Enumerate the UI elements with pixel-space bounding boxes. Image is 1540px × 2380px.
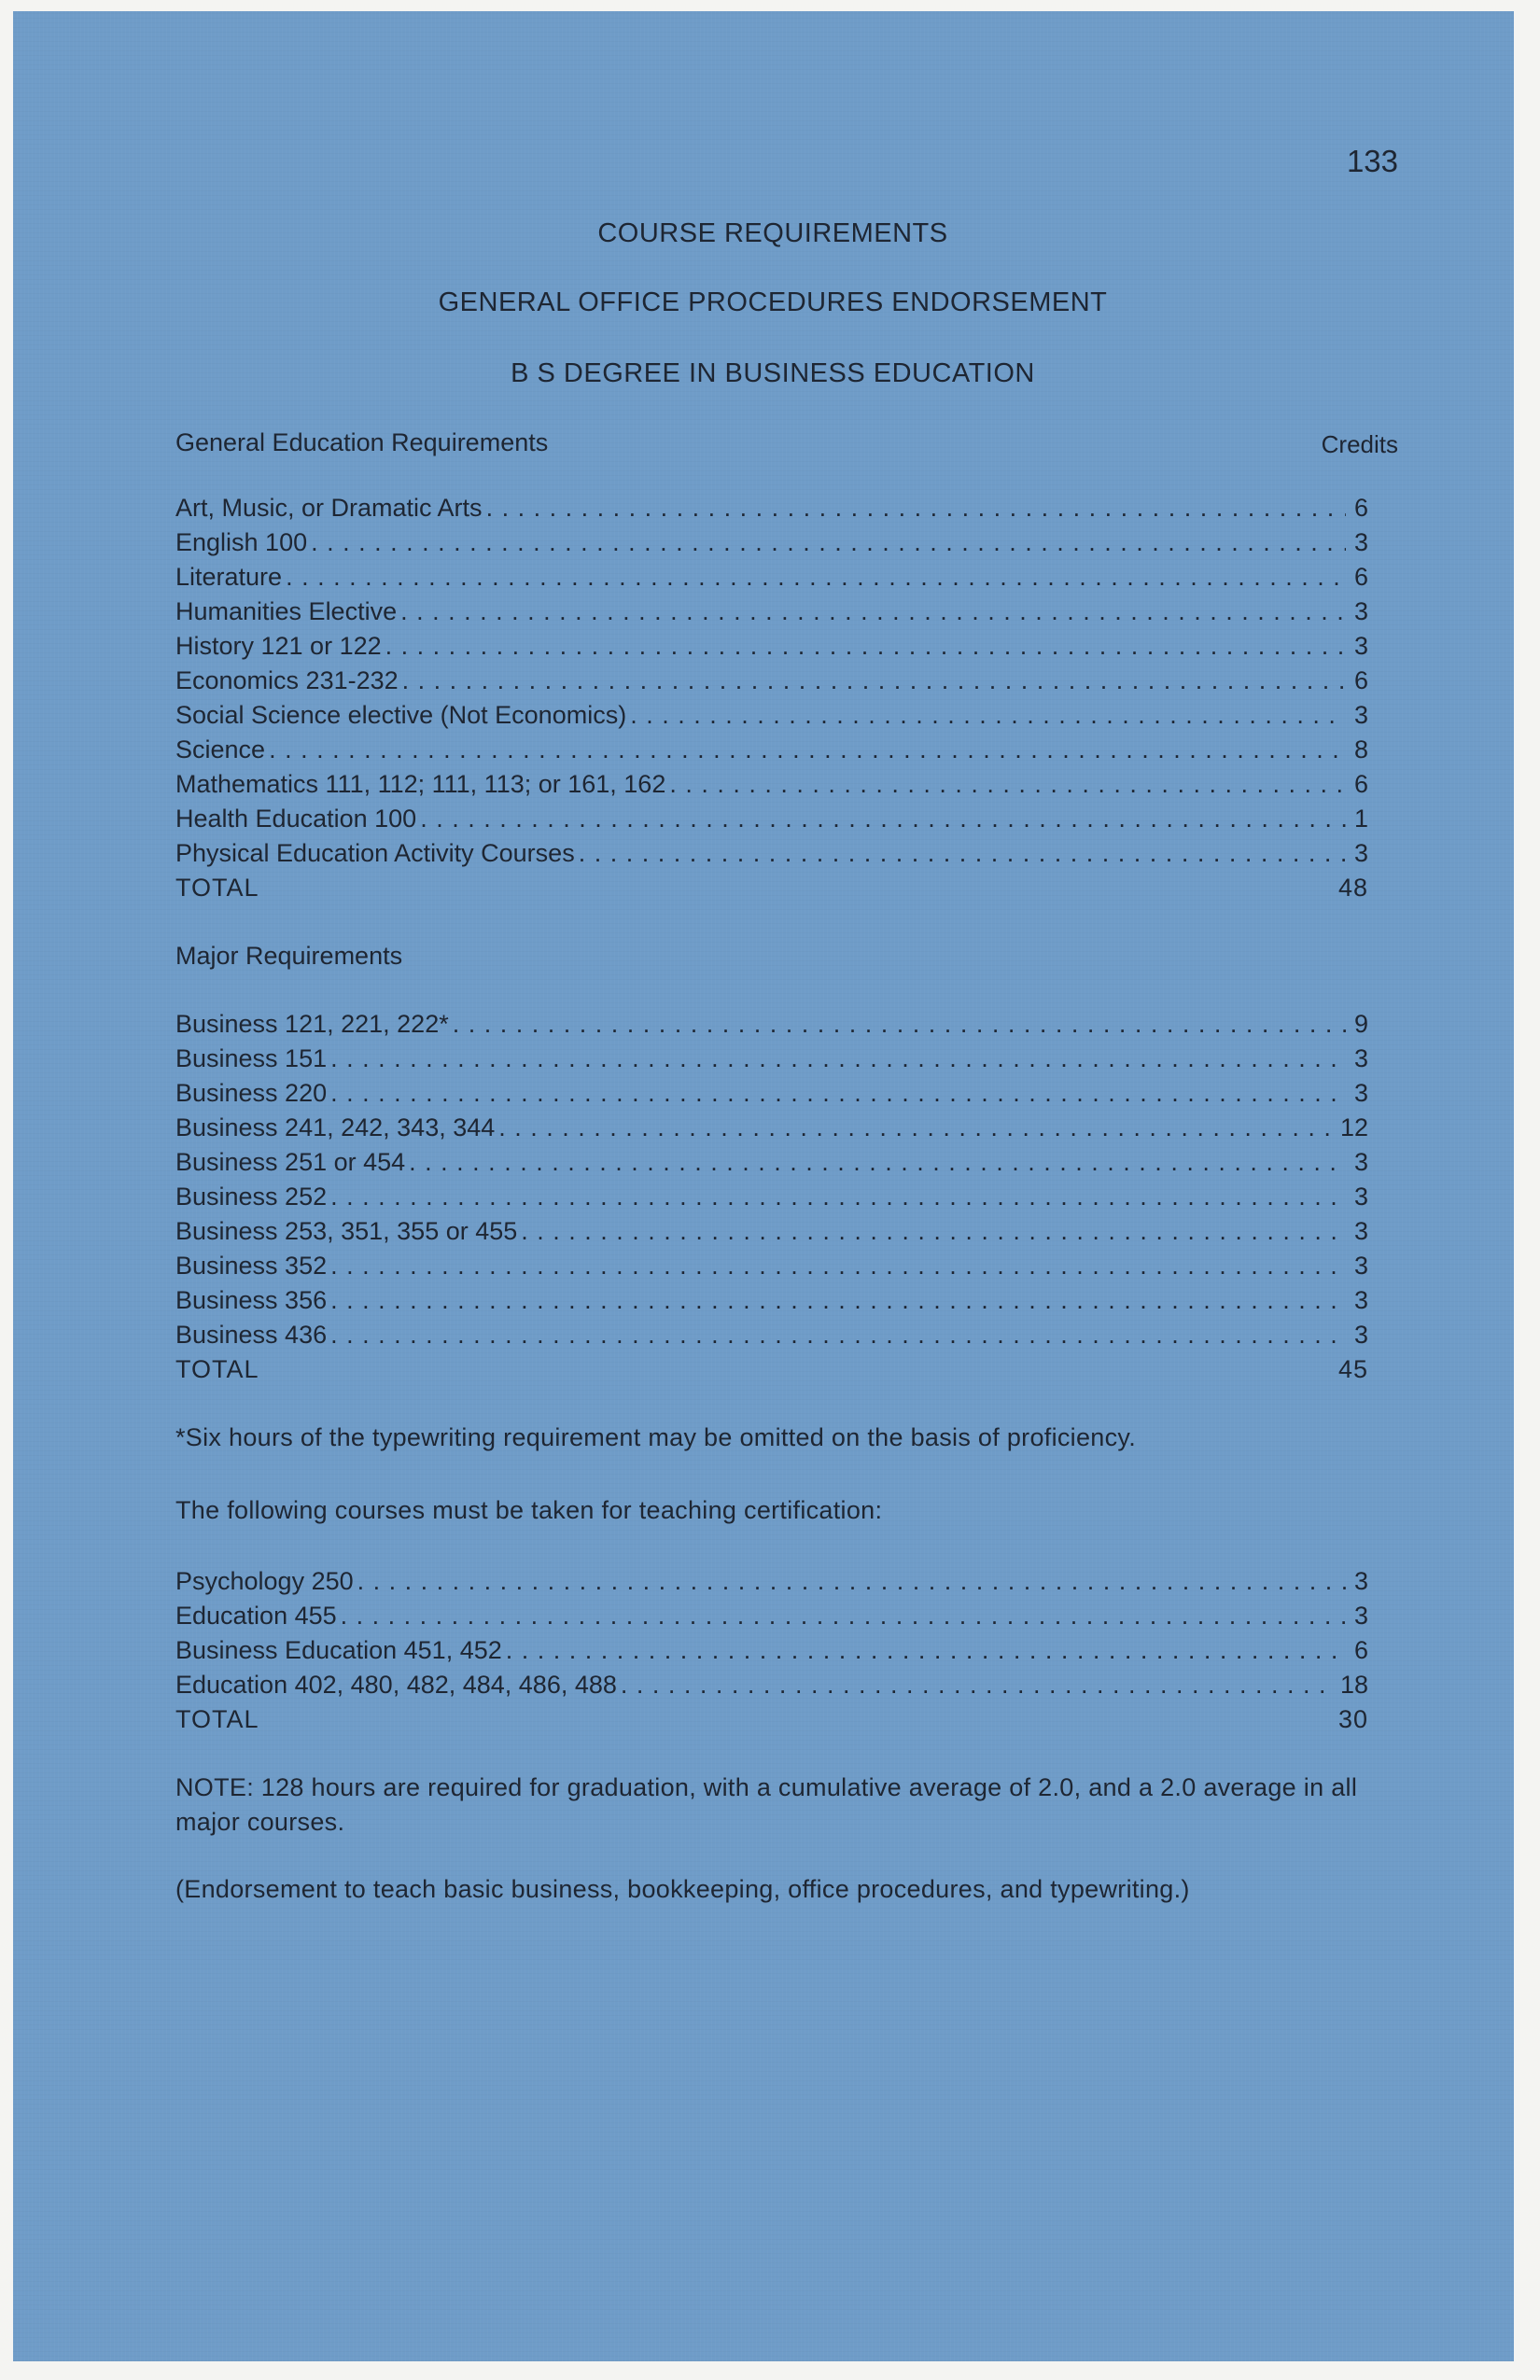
course-name: Social Science elective (Not Economics) <box>175 701 627 729</box>
list-item <box>175 1180 1368 1214</box>
course-name: Mathematics 111, 112; 111, 113; or 161, 162 <box>175 770 666 798</box>
typewriting-footnote: *Six hours of the typewriting requirement may be omitted on the basis of proficiency. <box>175 1423 1136 1451</box>
major-total-row <box>175 1352 1368 1387</box>
course-credits: 3 <box>1353 1079 1368 1107</box>
list-item <box>175 1111 1368 1145</box>
course-credits: 6 <box>1353 666 1368 694</box>
total-value: 45 <box>1337 1355 1368 1383</box>
course-name: Humanities Elective <box>175 597 398 625</box>
heading-course-requirements: COURSE REQUIREMENTS <box>597 218 948 248</box>
general-requirements-list <box>175 491 1368 905</box>
course-name: Physical Education Activity Courses <box>175 839 575 867</box>
course-credits: 3 <box>1353 1044 1368 1072</box>
list-item <box>175 1633 1368 1668</box>
course-name: Science <box>175 735 266 763</box>
list-item <box>175 836 1368 871</box>
endorsement-note: (Endorsement to teach basic business, bookkeeping, office procedures, and typewriting.) <box>175 1875 1190 1903</box>
course-credits: 18 <box>1339 1671 1368 1699</box>
list-item <box>175 1318 1368 1352</box>
list-item <box>175 629 1368 664</box>
list-item <box>175 664 1368 698</box>
course-name: Education 455 <box>175 1602 337 1630</box>
list-item <box>175 1283 1368 1318</box>
total-label: TOTAL <box>175 1705 259 1733</box>
course-name: History 121 or 122 <box>175 632 382 660</box>
course-name: Business 356 <box>175 1286 328 1314</box>
certification-label: The following courses must be taken for teaching certification: <box>175 1496 883 1524</box>
course-credits: 3 <box>1353 1252 1368 1280</box>
course-credits: 3 <box>1353 839 1368 867</box>
course-name: English 100 <box>175 528 308 556</box>
course-name: Business 121, 221, 222* <box>175 1010 449 1038</box>
general-total-row <box>175 871 1368 905</box>
course-name: Literature <box>175 563 283 591</box>
certification-list <box>175 1564 1368 1737</box>
list-item <box>175 491 1368 525</box>
course-name: Business 253, 351, 355 or 455 <box>175 1217 518 1245</box>
total-label: TOTAL <box>175 1355 259 1383</box>
course-name: Business 241, 242, 343, 344 <box>175 1113 496 1141</box>
course-name: Business 220 <box>175 1079 328 1107</box>
document-page <box>13 11 1514 2361</box>
course-credits: 6 <box>1353 563 1368 591</box>
course-credits: 3 <box>1353 1183 1368 1211</box>
list-item <box>175 698 1368 733</box>
list-item <box>175 525 1368 560</box>
list-item <box>175 595 1368 629</box>
course-credits: 3 <box>1353 1602 1368 1630</box>
course-name: Business 151 <box>175 1044 328 1072</box>
course-credits: 9 <box>1353 1010 1368 1038</box>
list-item <box>175 1007 1368 1042</box>
course-name: Economics 231-232 <box>175 666 399 694</box>
total-value: 30 <box>1337 1705 1368 1733</box>
course-credits: 3 <box>1353 1567 1368 1595</box>
course-name: Education 402, 480, 482, 484, 486, 488 <box>175 1671 617 1699</box>
credits-label: Credits <box>1321 430 1398 458</box>
course-credits: 3 <box>1353 1321 1368 1349</box>
list-item <box>175 1076 1368 1111</box>
course-credits: 3 <box>1353 528 1368 556</box>
list-item <box>175 733 1368 767</box>
course-credits: 1 <box>1353 805 1368 833</box>
course-credits: 6 <box>1353 494 1368 522</box>
course-name: Business Education 451, 452 <box>175 1636 502 1664</box>
course-credits: 6 <box>1353 770 1368 798</box>
general-requirements-label: General Education Requirements <box>175 428 549 456</box>
course-name: Business 436 <box>175 1321 328 1349</box>
course-name: Business 252 <box>175 1183 328 1211</box>
course-credits: 3 <box>1353 632 1368 660</box>
list-item <box>175 560 1368 595</box>
course-credits: 3 <box>1353 1217 1368 1245</box>
heading-endorsement: GENERAL OFFICE PROCEDURES ENDORSEMENT <box>438 287 1108 317</box>
list-item <box>175 1145 1368 1180</box>
list-item <box>175 1564 1368 1599</box>
page-number: 133 <box>1346 144 1398 178</box>
total-label: TOTAL <box>175 874 259 902</box>
course-credits: 8 <box>1353 735 1368 763</box>
course-credits: 3 <box>1353 597 1368 625</box>
course-name: Health Education 100 <box>175 805 417 833</box>
heading-degree: B S DEGREE IN BUSINESS EDUCATION <box>511 358 1035 388</box>
graduation-note: NOTE: 128 hours are required for graduation, with a cumulative average of 2.0, and a 2.0 average in all major courses. <box>175 1773 1358 1836</box>
list-item <box>175 1599 1368 1633</box>
course-name: Business 352 <box>175 1252 328 1280</box>
general-requirements-header <box>175 428 1398 457</box>
certification-total-row <box>175 1702 1368 1737</box>
course-name: Art, Music, or Dramatic Arts <box>175 494 483 522</box>
list-item <box>175 802 1368 836</box>
course-credits: 6 <box>1353 1636 1368 1664</box>
list-item <box>175 1214 1368 1249</box>
course-name: Business 251 or 454 <box>175 1148 406 1176</box>
course-name: Psychology 250 <box>175 1567 354 1595</box>
list-item <box>175 1668 1368 1702</box>
list-item <box>175 767 1368 802</box>
major-requirements-label: Major Requirements <box>175 942 403 970</box>
total-value: 48 <box>1337 874 1368 902</box>
list-item <box>175 1042 1368 1076</box>
course-credits: 3 <box>1353 1148 1368 1176</box>
course-credits: 3 <box>1353 1286 1368 1314</box>
list-item <box>175 1249 1368 1283</box>
course-credits: 3 <box>1353 701 1368 729</box>
course-credits: 12 <box>1339 1113 1368 1141</box>
major-requirements-list <box>175 1007 1368 1387</box>
